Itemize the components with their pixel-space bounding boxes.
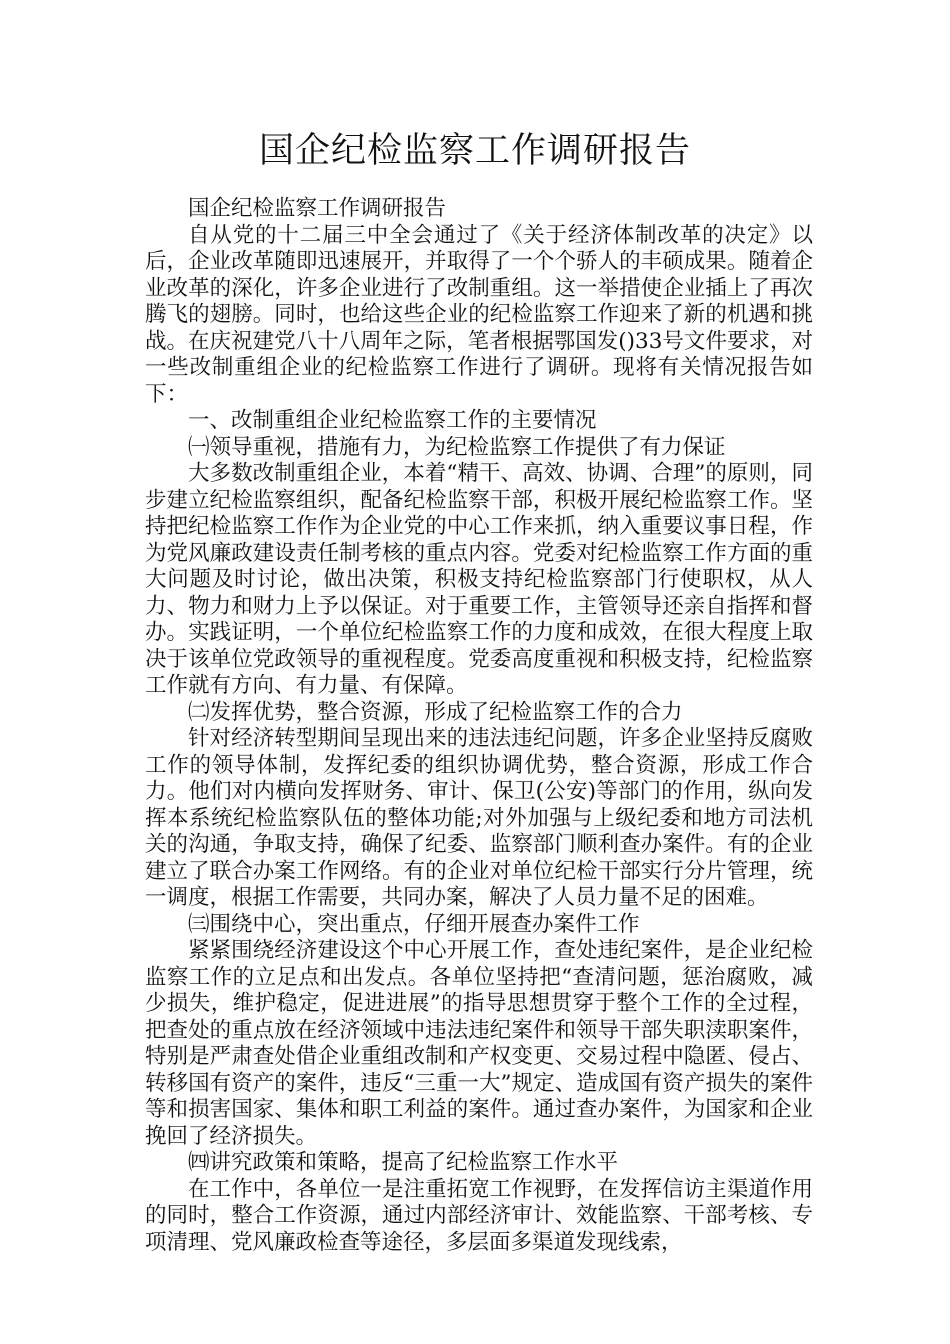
subheading-2: ㈡发挥优势，整合资源，形成了纪检监察工作的合力 [188, 699, 683, 725]
paragraph-2: 针对经济转型期间呈现出来的违法违纪问题，许多企业坚持反腐败工作的领导体制，发挥纪委的组织协调优势，整合资源，形成工作合力。他们对内横向发挥财务、审计、保卫(公安)等部门的作用，纵向发挥本系统纪检监察队伍的整体功能;对外加强与上级纪委和地方司法机关的沟通，争取支持，确保了纪委、监察部门顺利查办案件。有的企业建立了联合办案工作网络。有的企业对单位纪检干部实行分片管理，统一调度，根据工作需要，共同办案，解决了人员力量不足的困难。 [145, 726, 813, 910]
subheading-3: ㈢围绕中心，突出重点，仔细开展查办案件工作 [188, 911, 640, 937]
paragraph-subtitle: 国企纪检监察工作调研报告 [188, 196, 447, 221]
paragraph-3: 紧紧围绕经济建设这个中心开展工作，查处违纪案件，是企业纪检监察工作的立足点和出发点。各单位坚持把“查清问题，惩治腐败，减少损失，维护稳定，促进进展”的指导思想贯穿于整个工作的全过程，把查处的重点放在经济领域中违法违纪案件和领导干部失职渎职案件，特别是严肃查处借企业重组改制和产权变更、交易过程中隐匿、侵占、转移国有资产的案件，违反“三重一大”规定、造成国有资产损失的案件等和损害国家、集体和职工利益的案件。通过查办案件，为国家和企业挽回了经济损失。 [145, 938, 813, 1149]
subheading-1: ㈠领导重视，措施有力，为纪检监察工作提供了有力保证 [188, 434, 726, 460]
subheading-4: ㈣讲究政策和策略，提高了纪检监察工作水平 [188, 1150, 619, 1175]
document-title: 国企纪检监察工作调研报告 [258, 131, 691, 171]
paragraph-intro: 自从党的十二届三中全会通过了《关于经济体制改革的决定》以后，企业改革随即迅速展开，并取得了一个个骄人的丰硕成果。随着企业改革的深化，许多企业进行了改制重组。这一举措使企业插上了再次腾飞的翅膀。同时，也给这些企业的纪检监察工作迎来了新的机遇和挑战。在庆祝建党八十八周年之际，笔者根据鄂国发()33号文件要求，对一些改制重组企业的纪检监察工作进行了调研。现将有关情况报告如下： [145, 222, 813, 407]
paragraph-1: 大多数改制重组企业，本着“精干、高效、协调、合理”的原则，同步建立纪检监察组织，配备纪检监察干部，积极开展纪检监察工作。坚持把纪检监察工作作为企业党的中心工作来抓，纳入重要议事日程，作为党风廉政建设责任制考核的重点内容。党委对纪检监察工作方面的重大问题及时讨论，做出决策，积极支持纪检监察部门行使职权，从人力、物力和财力上予以保证。对于重要工作，主管领导还亲自指挥和督办。实践证明，一个单位纪检监察工作的力度和成效，在很大程度上取决于该单位党政领导的重视程度。党委高度重视和积极支持，纪检监察工作就有方向、有力量、有保障。 [145, 461, 813, 698]
paragraph-4: 在工作中，各单位一是注重拓宽工作视野，在发挥信访主渠道作用的同时，整合工作资源，通过内部经济审计、效能监察、干部考核、专项清理、党风廉政检查等途径，多层面多渠道发现线索， [145, 1176, 813, 1255]
document-body [145, 196, 813, 1256]
section-heading-1: 一、改制重组企业纪检监察工作的主要情况 [188, 408, 597, 433]
